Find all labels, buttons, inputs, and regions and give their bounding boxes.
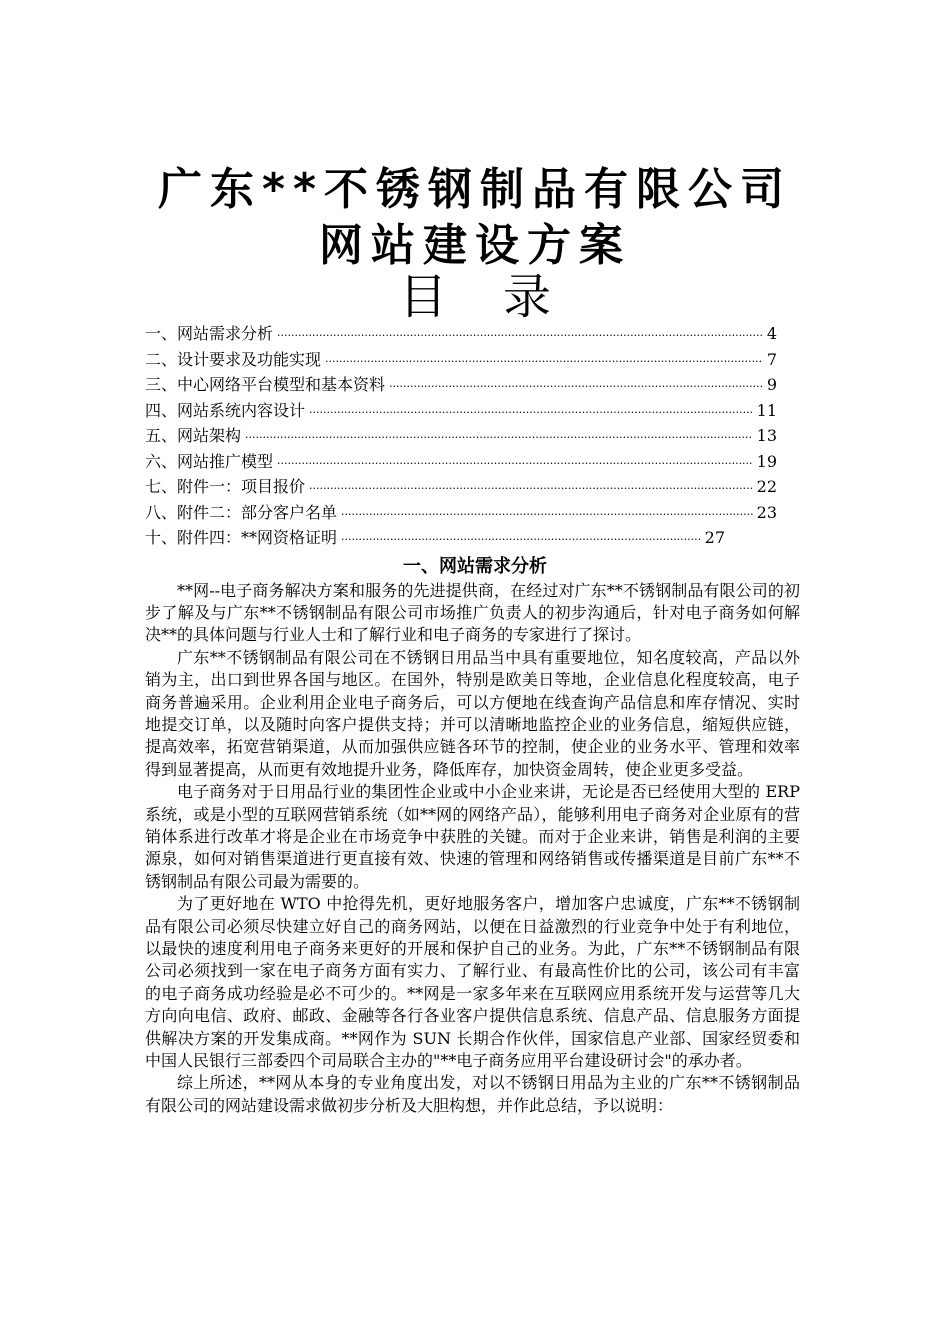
toc-item-label: 六、网站推广模型: [145, 451, 274, 471]
toc-item[interactable]: [145, 526, 725, 552]
toc-item-page: 9: [766, 375, 777, 394]
toc-leader-dots: [325, 350, 763, 374]
toc-item-label: 四、网站系统内容设计: [145, 400, 306, 420]
toc-item[interactable]: [145, 399, 777, 425]
document-page: [145, 0, 805, 1117]
toc-item[interactable]: [145, 450, 777, 476]
toc-item-page: 19: [756, 451, 777, 471]
toc-item-page: 27: [704, 528, 725, 547]
toc-leader-dots: [389, 375, 763, 399]
toc-item-page: 23: [756, 502, 777, 522]
title-line-plan: 网站建设方案: [319, 220, 631, 271]
body-paragraph: 广东**不锈钢制品有限公司在不锈钢日用品当中具有重要地位，知名度较高，产品以外销为主，出口到世界各国与地区。在国外，特别是欧美日等地，企业信息化程度较高，电子商务普遍采用。企业利用企业电子商务后，可以方便地在线查询产品信息和库存情况、实时地提交订单，以及随时向客户提供支持；并可以清晰地监控企业的业务信息，缩短供应链，提高效率，拓宽营销渠道，从而加强供应链各环节的控制，使企业的业务水平、管理和效率得到显著提高，从而更有效地提升业务，降低库存，加快资金周转，使企业更多受益。: [145, 647, 800, 779]
toc-item-label: 七、附件一：项目报价: [145, 477, 306, 496]
title-line-company: 广东**不锈钢制品有限公司: [157, 164, 793, 215]
toc-leader-dots: [245, 426, 753, 450]
toc-leader-dots: [277, 324, 763, 348]
body-paragraph: 为了更好地在 WTO 中抢得先机，更好地服务客户，增加客户忠诚度，广东**不锈钢制品有限公司必须尽快建立好自己的商务网站，以便在日益激烈的行业竞争中处于有利地位，以最快的速度利用电子商务来更好的开展和保护自己的业务。为此，广东**不锈钢制品有限公司必须找到一家在电子商务方面有实力、了解行业、有最高性价比的公司，该公司有丰富的电子商务成功经验是必不可少的。**网是一家多年来在互联网应用系统开发与运营等几大方向向电信、政府、邮政、金融等各行各业客户提供信息系统、信息产品、信息服务方面提供解决方案的开发集成商。**网作为 SUN 长期合作伙伴，国家信息产业部、国家经贸委和中国人民银行三部委四个司局联合主办的"**电子商务应用平台建设研讨会"的承办者。: [145, 894, 800, 1071]
document-title: [145, 162, 805, 274]
toc-item-label: 五、网站架构: [145, 426, 242, 445]
toc-item-page: 7: [766, 349, 777, 369]
toc-leader-dots: [309, 401, 753, 425]
toc-item[interactable]: [145, 373, 777, 399]
toc-item-label: 十、附件四：**网资格证明: [145, 528, 338, 547]
toc-leader-dots: [341, 528, 701, 552]
toc-item[interactable]: [145, 501, 777, 527]
toc-item-page: 22: [756, 477, 777, 496]
toc-item[interactable]: [145, 475, 777, 501]
toc-item-label: 二、设计要求及功能实现: [145, 349, 322, 369]
toc-leader-dots: [309, 477, 753, 501]
body-paragraph: 电子商务对于日用品行业的集团性企业或中小企业来讲，无论是否已经使用大型的 ERP 系统，或是小型的互联网营销系统（如**网的网络产品），能够利用电子商务对企业原有的营销体系进行改革才将是企业在市场竞争中获胜的关键。而对于企业来讲，销售是利润的主要源泉，如何对销售渠道进行更直接有效、快速的管理和网络销售或传播渠道是目前广东**不锈钢制品有限公司最为需要的。: [145, 782, 800, 891]
toc-item-label: 三、中心网络平台模型和基本资料: [145, 375, 386, 394]
toc-item[interactable]: [145, 424, 777, 450]
toc-heading: 目录: [398, 269, 607, 325]
body-paragraph: **网--电子商务解决方案和服务的先进提供商，在经过对广东**不锈钢制品有限公司的初步了解及与广东**不锈钢制品有限公司市场推广负责人的初步沟通后，针对电子商务如何解决**的具体问题与行业人士和了解行业和电子商务的专家进行了探讨。: [145, 580, 800, 645]
toc-item-page: 11: [756, 400, 777, 420]
table-of-contents: [145, 322, 805, 552]
toc-item[interactable]: [145, 322, 777, 348]
toc-item[interactable]: [145, 348, 777, 374]
toc-leader-dots: [341, 503, 753, 527]
section-heading: 一、网站需求分析: [403, 555, 547, 577]
toc-leader-dots: [277, 452, 753, 476]
toc-item-page: 4: [766, 324, 777, 343]
toc-item-page: 13: [756, 426, 777, 445]
toc-item-label: 八、附件二：部分客户名单: [145, 502, 338, 522]
toc-item-label: 一、网站需求分析: [145, 324, 274, 343]
body-paragraph: 综上所述，**网从本身的专业角度出发，对以不锈钢日用品为主业的广东**不锈钢制品有限公司的网站建设需求做初步分析及大胆构想，并作此总结，予以说明：: [145, 1073, 800, 1115]
